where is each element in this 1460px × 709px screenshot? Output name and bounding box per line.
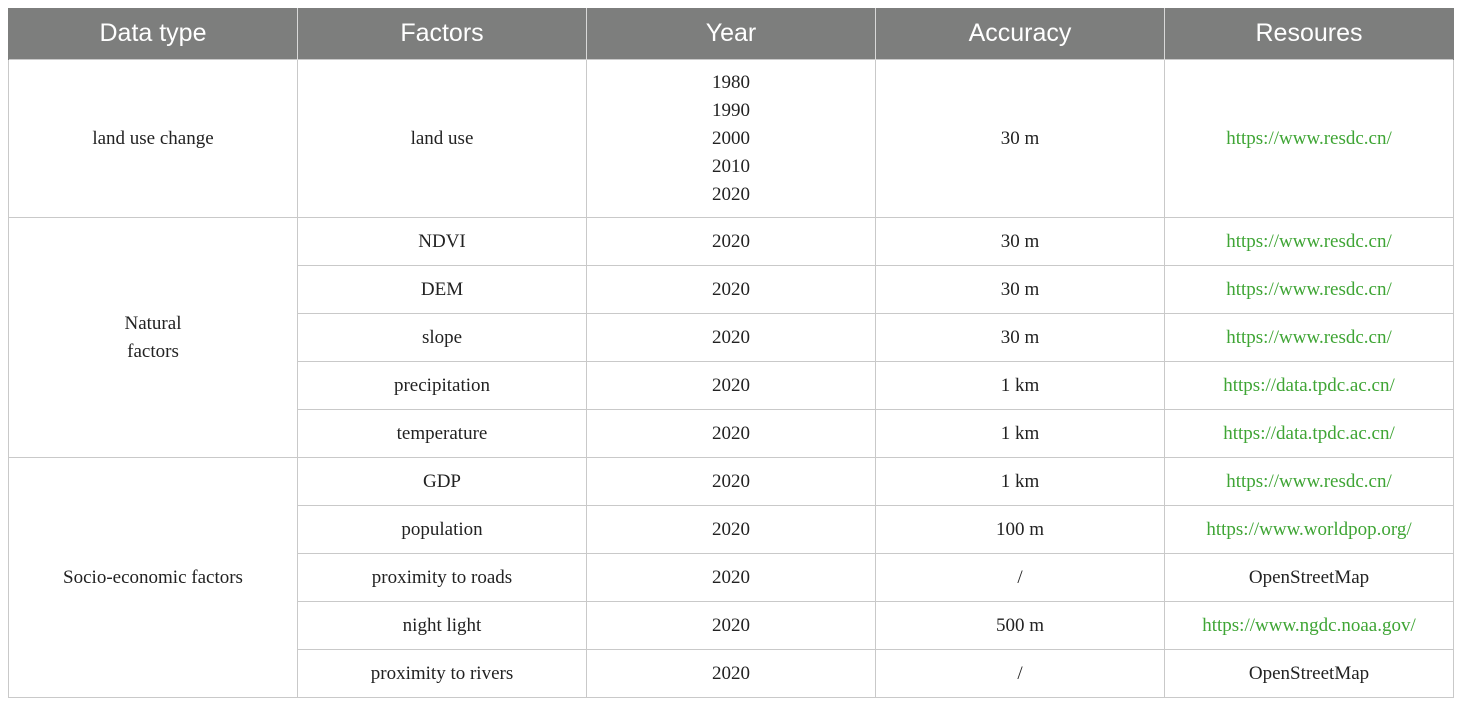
source-link[interactable]: https://www.resdc.cn/ [1226,230,1392,252]
header-row [9,8,1454,60]
source-cell [1165,458,1454,506]
source-cell [1165,60,1454,218]
accuracy-cell: / [876,650,1165,698]
factor-cell: GDP [298,458,587,506]
accuracy-cell: 1 km [876,458,1165,506]
source-cell [1165,218,1454,266]
year-value: 1990 [712,99,750,121]
source-link[interactable]: https://www.resdc.cn/ [1226,278,1392,300]
group-label-line: factors [127,340,179,362]
source-cell [1165,506,1454,554]
factor-cell: DEM [298,266,587,314]
table-row [9,60,1454,218]
source-link[interactable]: https://data.tpdc.ac.cn/ [1223,422,1395,444]
year-list [587,69,875,209]
group-label-socio-economic-factors: Socio-economic factors [9,458,298,698]
source-link[interactable]: https://www.resdc.cn/ [1226,326,1392,348]
year-cell: 2020 [587,554,876,602]
factor-cell: NDVI [298,218,587,266]
accuracy-cell: 30 m [876,60,1165,218]
data-sources-table [8,8,1454,698]
header-year: Year [587,8,876,60]
header-factors: Factors [298,8,587,60]
accuracy-cell: 30 m [876,314,1165,362]
source-cell [1165,410,1454,458]
table-row [9,218,1454,266]
year-cell: 2020 [587,602,876,650]
group-label-natural-factors [9,218,298,458]
source-text: OpenStreetMap [1248,662,1370,684]
accuracy-cell: 30 m [876,218,1165,266]
factor-cell: proximity to roads [298,554,587,602]
year-cell: 2020 [587,650,876,698]
year-value: 2010 [712,155,750,177]
source-cell [1165,554,1454,602]
accuracy-cell: 500 m [876,602,1165,650]
year-cell: 2020 [587,506,876,554]
year-value: 1980 [712,71,750,93]
source-cell [1165,650,1454,698]
group-label-land-use-change: land use change [9,60,298,218]
factor-cell: night light [298,602,587,650]
source-link[interactable]: https://www.ngdc.noaa.gov/ [1202,614,1416,636]
header-data-type: Data type [9,8,298,60]
year-cell: 2020 [587,218,876,266]
group-label-line: Natural [124,312,182,334]
year-cell: 2020 [587,362,876,410]
source-cell [1165,266,1454,314]
accuracy-cell: 1 km [876,410,1165,458]
year-cell: 2020 [587,266,876,314]
year-cell [587,60,876,218]
year-cell: 2020 [587,410,876,458]
accuracy-cell: / [876,554,1165,602]
accuracy-cell: 30 m [876,266,1165,314]
source-text: OpenStreetMap [1248,566,1370,588]
source-link[interactable]: https://www.worldpop.org/ [1206,518,1412,540]
year-value: 2020 [712,183,750,205]
accuracy-cell: 100 m [876,506,1165,554]
header-accuracy: Accuracy [876,8,1165,60]
source-link[interactable]: https://data.tpdc.ac.cn/ [1223,374,1395,396]
factor-cell: proximity to rivers [298,650,587,698]
factor-cell: precipitation [298,362,587,410]
year-cell: 2020 [587,458,876,506]
year-cell: 2020 [587,314,876,362]
factor-cell: land use [298,60,587,218]
source-cell [1165,314,1454,362]
year-value: 2000 [712,127,750,149]
source-cell [1165,602,1454,650]
source-link[interactable]: https://www.resdc.cn/ [1226,470,1392,492]
source-cell [1165,362,1454,410]
source-link[interactable]: https://www.resdc.cn/ [1226,127,1392,149]
factor-cell: slope [298,314,587,362]
accuracy-cell: 1 km [876,362,1165,410]
factor-cell: temperature [298,410,587,458]
factor-cell: population [298,506,587,554]
table-row [9,458,1454,506]
header-resources: Resoures [1165,8,1454,60]
